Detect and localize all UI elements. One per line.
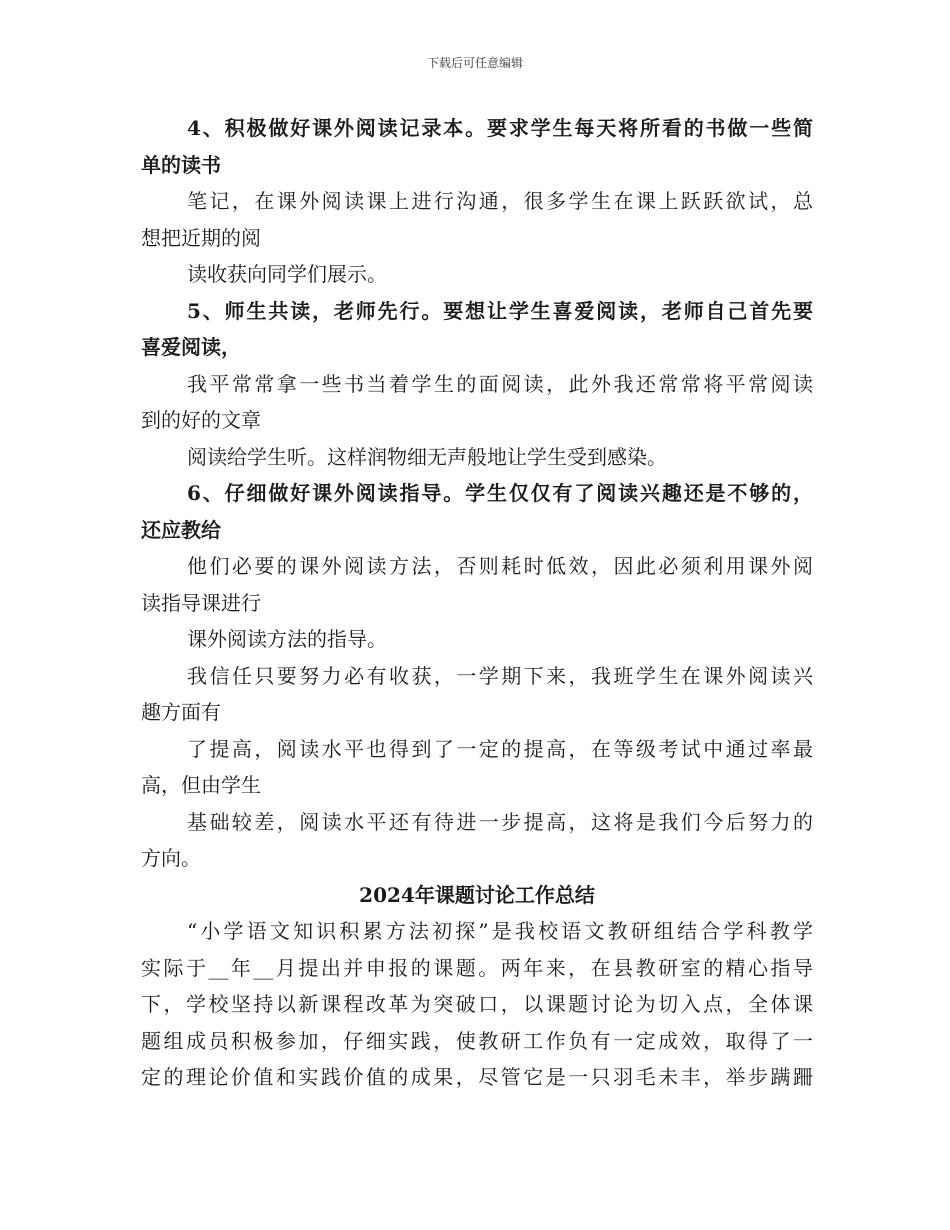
text-line: 题组成员积极参加，仔细实践，使教研工作负有一定成效，取得了一 xyxy=(141,1028,813,1053)
text-line: 我信任只要努力必有收获，一学期下来，我班学生在课外阅读兴 xyxy=(187,663,813,688)
page-header: 下载后可任意编辑 xyxy=(426,56,523,70)
text-line: 到的好的文章 xyxy=(141,408,261,432)
text-line: 高，但由学生 xyxy=(141,773,261,797)
text-line: 想把近期的阅 xyxy=(141,225,261,250)
text-line: 基础较差，阅读水平还有待进一步提高，这将是我们今后努力的 xyxy=(187,809,813,834)
text-line: 读指导课进行 xyxy=(141,590,261,615)
text-line: 还应教给 xyxy=(141,517,221,542)
section-title: 2024年课题讨论工作总结 xyxy=(359,882,595,907)
text-line: 下，学校坚持以新课程改革为突破口，以课题讨论为切入点，全体课 xyxy=(141,992,813,1016)
text-line: 读收获向同学们展示。 xyxy=(187,262,387,286)
text-line: 阅读给学生听。这样润物细无声般地让学生受到感染。 xyxy=(187,444,667,469)
text-line: 趣方面有 xyxy=(141,700,221,724)
text-line: 定的理论价值和实践价值的成果，尽管它是一只羽毛未丰，举步蹒跚 xyxy=(141,1065,813,1089)
text-line: 他们必要的课外阅读方法，否则耗时低效，因此必须利用课外阅 xyxy=(187,554,813,578)
text-line: 5、师生共读，老师先行。要想让学生喜爱阅读，老师自己首先要 xyxy=(187,298,813,323)
text-line: 单的读书 xyxy=(141,152,221,177)
document-body xyxy=(141,110,813,1096)
text-line: 方向。 xyxy=(141,846,201,870)
text-line: 课外阅读方法的指导。 xyxy=(187,627,387,651)
text-line: 6、仔细做好课外阅读指导。学生仅仅有了阅读兴趣还是不够的， xyxy=(187,481,813,505)
text-line: “小学语文知识积累方法初探”是我校语文教研组结合学科教学 xyxy=(187,919,813,943)
text-line: 实际于__年__月提出并申报的课题。两年来，在县教研室的精心指导 xyxy=(141,955,813,980)
text-line: 喜爱阅读， xyxy=(141,335,241,359)
text-line: 了提高，阅读水平也得到了一定的提高，在等级考试中通过率最 xyxy=(187,736,813,761)
text-line: 我平常常拿一些书当着学生的面阅读，此外我还常常将平常阅读 xyxy=(187,371,813,396)
text-line: 4、积极做好课外阅读记录本。要求学生每天将所看的书做一些简 xyxy=(187,116,813,140)
text-line: 笔记，在课外阅读课上进行沟通，很多学生在课上跃跃欲试，总 xyxy=(187,189,813,213)
